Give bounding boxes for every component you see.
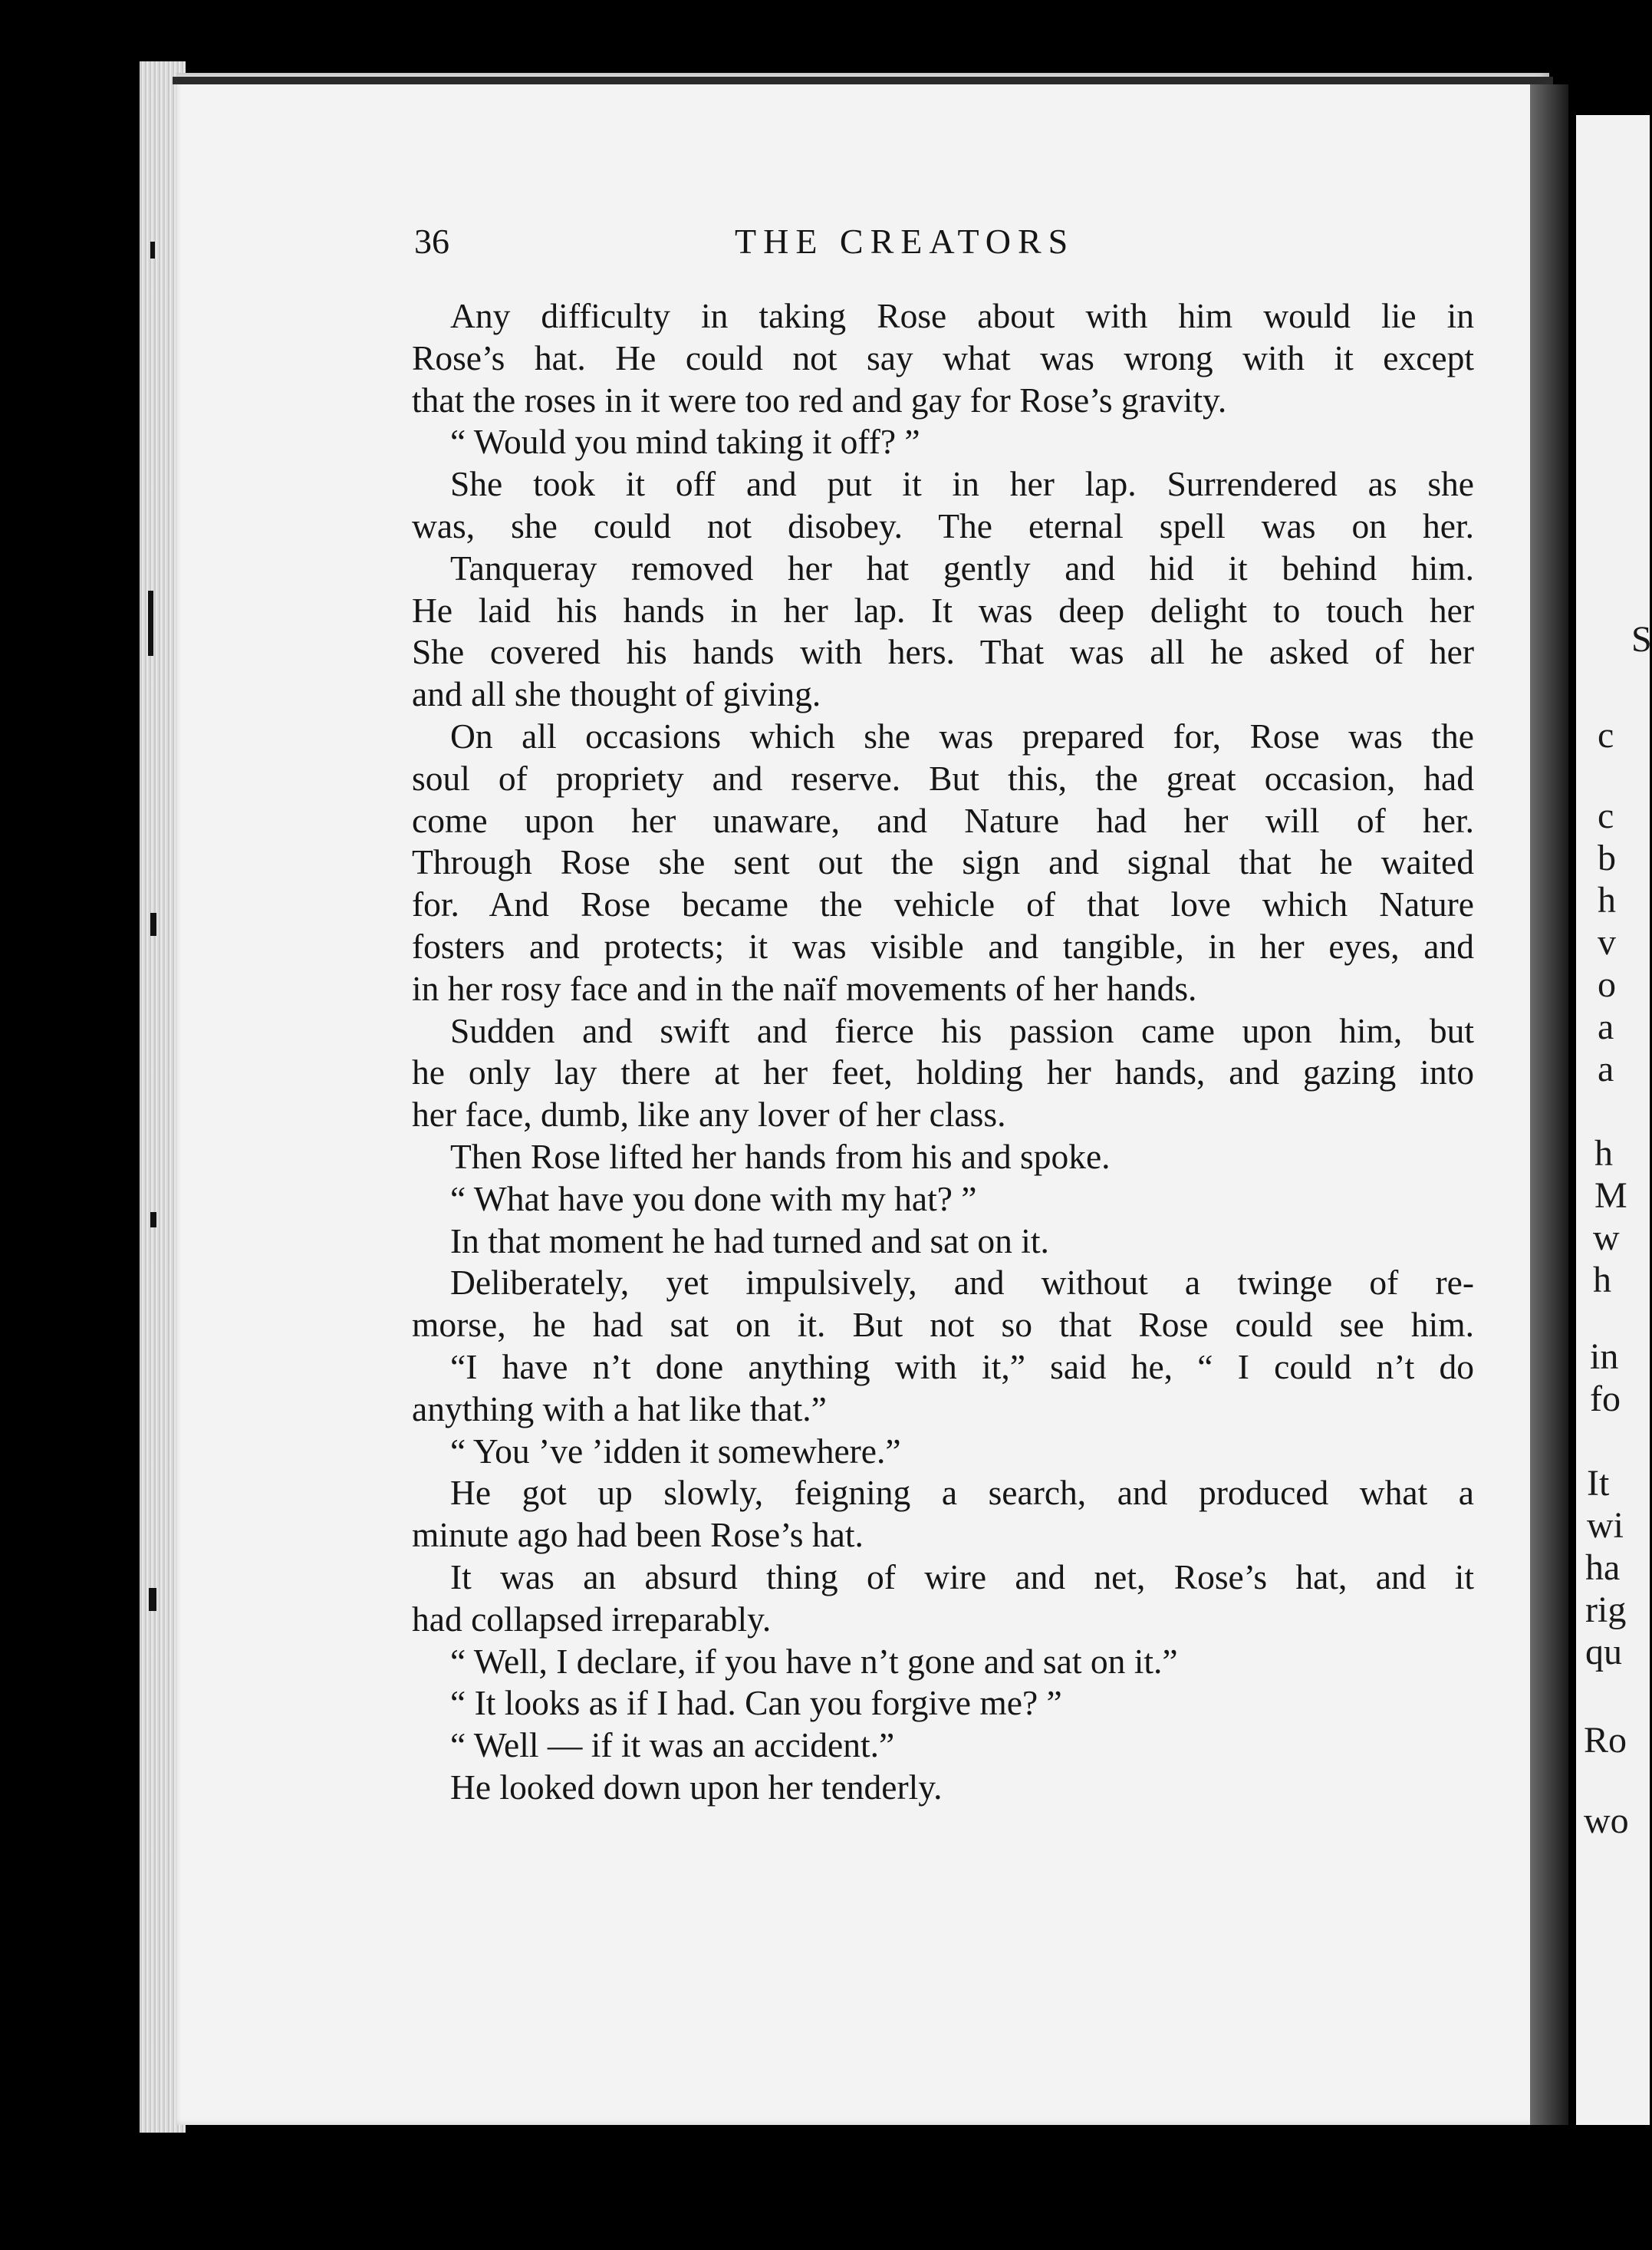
text-line: fosters and protects; it was visible and tangible, in her eyes, and <box>412 926 1474 966</box>
page-header <box>414 221 1542 267</box>
text-line: anything with a hat like that.” <box>412 1389 827 1428</box>
right-page-text: w <box>1593 1217 1620 1258</box>
text-line: On all occasions which she was prepared for, Rose was the <box>450 716 1474 756</box>
scan-mark <box>150 913 156 936</box>
text-line: Through Rose she sent out the sign and signal that he waited <box>412 842 1474 882</box>
text-line: come upon her unaware, and Nature had her will of her. <box>412 800 1474 840</box>
right-page-text: Ro <box>1584 1720 1627 1761</box>
page-number: 36 <box>414 222 449 261</box>
text-line: “ What have you done with my hat? ” <box>450 1178 977 1218</box>
right-page-text: h <box>1598 880 1616 921</box>
text-line: “ Well — if it was an accident.” <box>450 1725 895 1765</box>
right-page-text: c <box>1598 796 1614 836</box>
text-line: “ It looks as if I had. Can you forgive me? ” <box>450 1683 1062 1723</box>
text-line: Deliberately, yet impulsively, and without a twinge of re- <box>450 1263 1474 1303</box>
right-page-text: a <box>1598 1006 1614 1047</box>
text-line: Tanqueray removed her hat gently and hid it behind him. <box>450 548 1474 588</box>
scan-mark <box>148 591 153 656</box>
text-line: Any difficulty in taking Rose about with him would lie in <box>450 296 1474 335</box>
right-page-text: a <box>1598 1049 1614 1089</box>
text-line: “ You ’ve ’idden it somewhere.” <box>450 1431 901 1471</box>
scan-mark <box>150 242 155 259</box>
text-line: She covered his hands with hers. That was all he asked of her <box>412 632 1474 672</box>
text-line: He looked down upon her tenderly. <box>450 1767 943 1807</box>
text-line: Sudden and swift and fierce his passion came upon him, but <box>450 1010 1474 1050</box>
right-page-text: rig <box>1585 1589 1627 1630</box>
scan-mark <box>149 1588 156 1611</box>
text-line: He got up slowly, feigning a search, and produced what a <box>450 1473 1474 1513</box>
text-line: in her rosy face and in the naïf movements of her hands. <box>412 968 1197 1008</box>
text-line: he only lay there at her feet, holding her hands, and gazing into <box>412 1053 1474 1092</box>
text-line: Rose’s hat. He could not say what was wrong with it except <box>412 338 1474 377</box>
text-line: for. And Rose became the vehicle of that love which Nature <box>412 885 1474 924</box>
text-line: Then Rose lifted her hands from his and spoke. <box>450 1136 1111 1176</box>
book-spine-gutter <box>1530 84 1568 2125</box>
right-page-text: c <box>1598 715 1614 756</box>
right-page-text: wi <box>1587 1505 1624 1546</box>
right-page-text: o <box>1598 964 1616 1005</box>
right-page-text: S <box>1631 619 1652 660</box>
text-line: and all she thought of giving. <box>412 674 821 714</box>
right-page-text: in <box>1590 1336 1619 1377</box>
right-page-text: v <box>1598 922 1616 963</box>
right-page-text: h <box>1594 1133 1613 1174</box>
text-line: In that moment he had turned and sat on it. <box>450 1221 1049 1260</box>
text-line: He laid his hands in her lap. It was deep delight to touch her <box>412 590 1474 630</box>
text-line: was, she could not disobey. The eternal spell was on her. <box>412 506 1474 545</box>
text-line: her face, dumb, like any lover of her class. <box>412 1095 1006 1135</box>
text-line: morse, he had sat on it. But not so that Rose could see him. <box>412 1305 1474 1345</box>
text-line: “I have n’t done anything with it,” said he, “ I could n’t do <box>450 1346 1474 1386</box>
right-page-text: ha <box>1585 1547 1621 1588</box>
right-page-text: fo <box>1590 1379 1621 1419</box>
right-page-text: qu <box>1585 1632 1622 1672</box>
running-title: THE CREATORS <box>735 222 1075 261</box>
right-page-text: M <box>1594 1175 1627 1216</box>
text-line: minute ago had been Rose’s hat. <box>412 1515 864 1555</box>
right-page-text: It <box>1587 1463 1610 1504</box>
text-line: “ Would you mind taking it off? ” <box>450 422 920 462</box>
body-text <box>412 295 1474 1809</box>
right-page-fragment <box>1576 115 1650 2125</box>
scan-mark <box>150 1212 156 1227</box>
text-line: soul of propriety and reserve. But this, the great occasion, had <box>412 758 1474 798</box>
text-line: that the roses in it were too red and gay for Rose’s gravity. <box>412 380 1227 420</box>
text-line: had collapsed irreparably. <box>412 1599 772 1639</box>
page-top-shadow <box>173 77 1553 84</box>
right-page-text: b <box>1598 838 1616 878</box>
right-page-text: wo <box>1584 1800 1629 1841</box>
text-line: “ Well, I declare, if you have n’t gone and sat on it.” <box>450 1641 1178 1681</box>
right-page-text: h <box>1593 1260 1611 1300</box>
text-line: She took it off and put it in her lap. Surrendered as she <box>450 464 1474 504</box>
text-line: It was an absurd thing of wire and net, Rose’s hat, and it <box>450 1557 1474 1596</box>
